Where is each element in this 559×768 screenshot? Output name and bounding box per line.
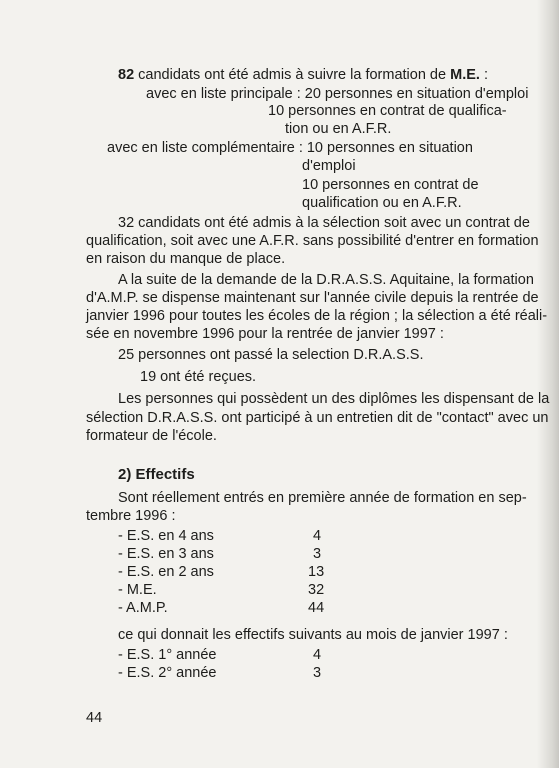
selection-line-2: qualification, soit avec une A.F.R. sans possibilité d'entrer en formation: [86, 233, 539, 249]
comp-list-line-1b: d'emploi: [302, 158, 356, 174]
main-list-line-2a: 10 personnes en contrat de qualifica-: [268, 103, 507, 119]
program-name: M.E.: [450, 67, 480, 83]
drass-line-2: d'A.M.P. se dispense maintenant sur l'année civile depuis la rentrée de: [86, 290, 539, 306]
admitted-count: 82: [118, 67, 135, 83]
effectifs-intro-2: tembre 1996 :: [86, 508, 176, 524]
section-title: 2) Effectifs: [118, 466, 195, 483]
list-item-label: - E.S. en 2 ans: [118, 564, 214, 580]
effectifs-jan-intro: ce qui donnait les effectifs suivants au mois de janvier 1997 :: [118, 627, 508, 643]
list-item-label: - M.E.: [118, 582, 157, 598]
main-list-line-2b: tion ou en A.F.R.: [285, 121, 392, 137]
list-item-label: - A.M.P.: [118, 600, 168, 616]
admitted-line: [118, 66, 488, 84]
drass-passed: 25 personnes ont passé la selection D.R.A.S.S.: [118, 347, 424, 363]
admitted-colon: :: [483, 67, 488, 83]
drass-received: 19 ont été reçues.: [140, 369, 257, 385]
selection-line-1: 32 candidats ont été admis à la sélection soit avec un contrat de: [118, 215, 530, 231]
admitted-intro: candidats ont été admis à suivre la formation de: [138, 67, 447, 83]
contact-line-1: Les personnes qui possèdent un des diplômes les dispensant de la: [118, 391, 550, 407]
list-item-value: 44: [308, 600, 325, 616]
list-item-value: 3: [313, 546, 322, 562]
list-item-value: 3: [313, 665, 322, 681]
list-item-label: - E.S. 2° année: [118, 665, 217, 681]
list-item-value: 13: [308, 564, 325, 580]
list-item-label: - E.S. 1° année: [118, 647, 217, 663]
comp-list-line-2b: qualification ou en A.F.R.: [302, 195, 462, 211]
contact-line-3: formateur de l'école.: [86, 428, 217, 444]
list-item-value: 4: [313, 528, 322, 544]
comp-list-line-2: 10 personnes en contrat de: [302, 177, 479, 193]
drass-line-4: sée en novembre 1996 pour la rentrée de janvier 1997 :: [86, 326, 444, 342]
main-list-line: avec en liste principale : 20 personnes en situation d'emploi: [146, 86, 529, 102]
contact-line-2: sélection D.R.A.S.S. ont participé à un entretien dit de "contact" avec un: [86, 410, 549, 426]
drass-line-3: janvier 1996 pour toutes les écoles de la région ; la sélection a été réali-: [86, 308, 548, 324]
list-item-value: 32: [308, 582, 325, 598]
page-edge-shadow: [537, 0, 559, 768]
selection-line-3: en raison du manque de place.: [86, 251, 286, 267]
page-number: 44: [86, 710, 103, 726]
list-item-value: 4: [313, 647, 322, 663]
list-item-label: - E.S. en 4 ans: [118, 528, 214, 544]
drass-line-1: A la suite de la demande de la D.R.A.S.S. Aquitaine, la formation: [118, 272, 534, 288]
list-item-label: - E.S. en 3 ans: [118, 546, 214, 562]
effectifs-intro-1: Sont réellement entrés en première année de formation en sep-: [118, 490, 527, 506]
comp-list-line: avec en liste complémentaire : 10 personnes en situation: [107, 140, 473, 156]
